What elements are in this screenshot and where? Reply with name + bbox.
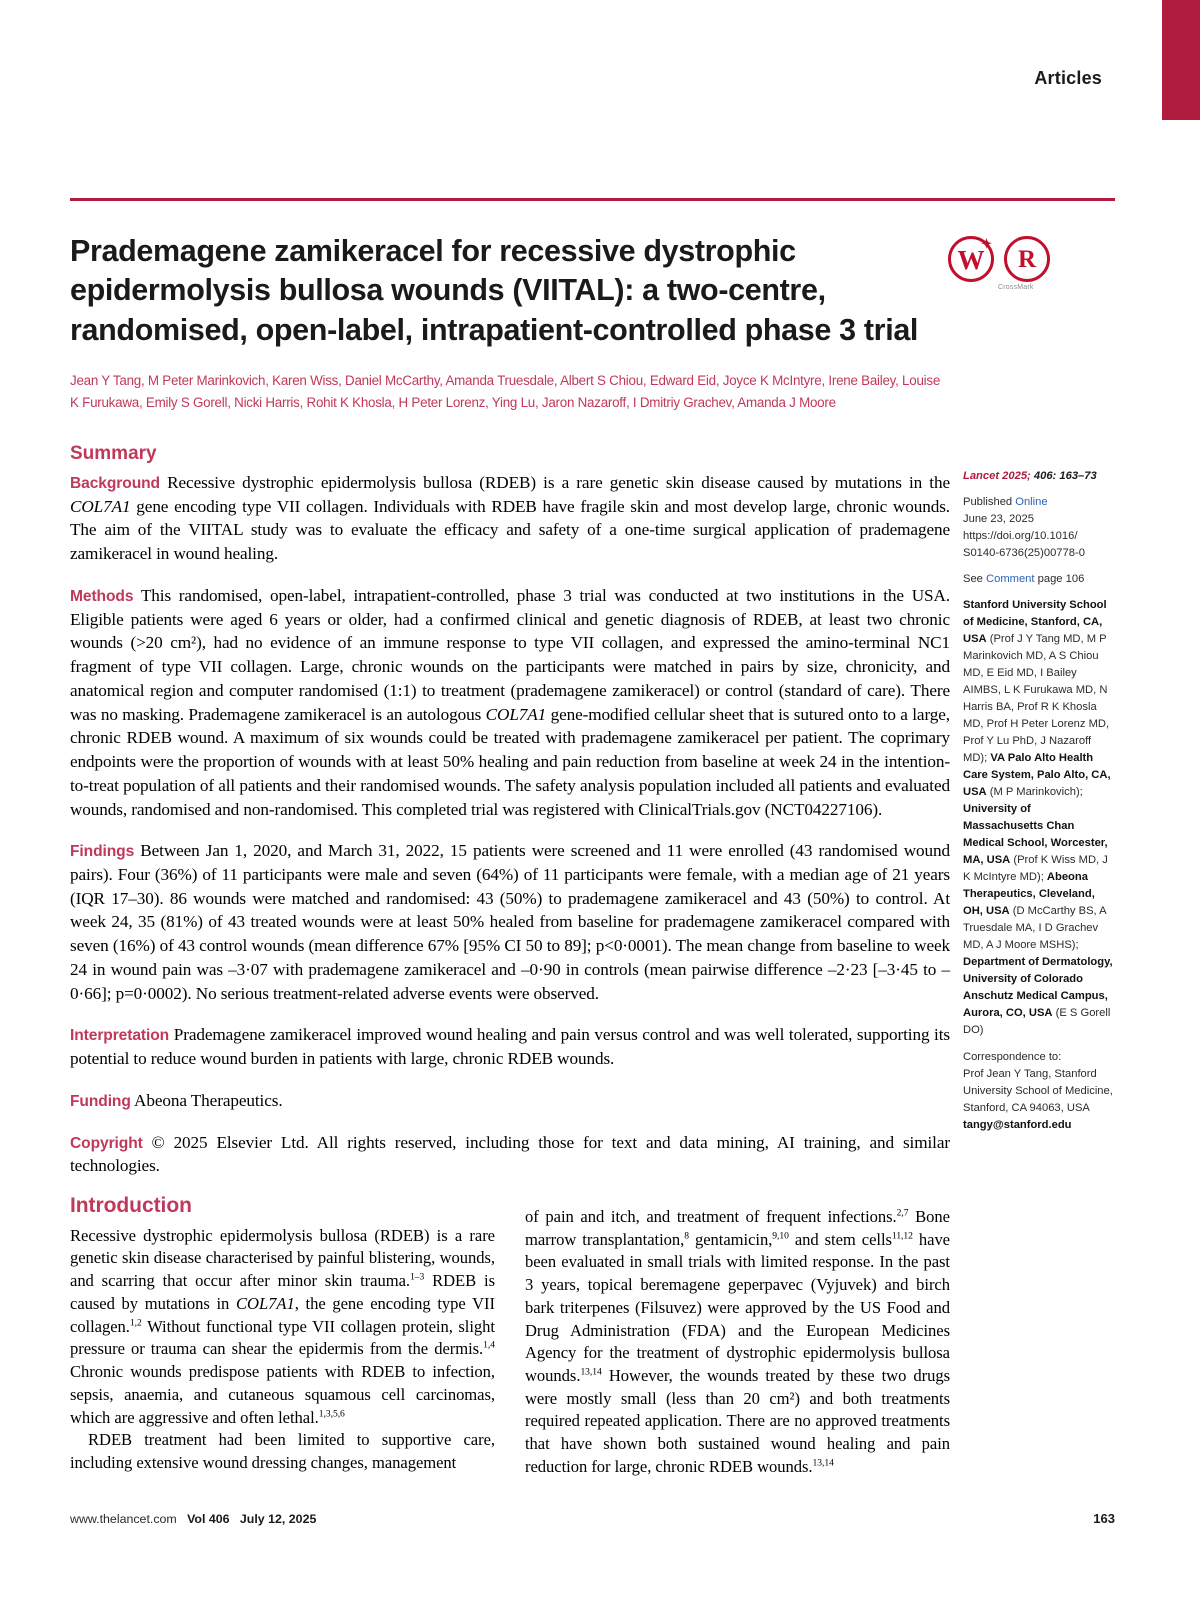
footer-website[interactable]: www.thelancet.com [70,1512,177,1526]
correspondence-address: Prof Jean Y Tang, Stanford University School of Medicine, Stanford, CA 94063, USA [963,1067,1113,1114]
published-online-link[interactable]: Online [1015,496,1048,509]
findings-label: Findings [70,843,135,861]
affiliation-3-authors: (Prof K Wiss MD, J K McIntyre MD); [963,854,1108,884]
summary-interpretation [70,1023,950,1070]
page-footer [70,1511,1115,1526]
copyright-label: Copyright [70,1134,143,1152]
summary-funding [70,1089,950,1113]
findings-text: Between Jan 1, 2020, and March 31, 2022, 15 patients were screened and 11 were enrolled (43 randomised wound pairs). Four (36%) of 11 participants were male and seven (64%) of 11 participants were female, with a median age of 21 years (IQR 17–30). 86 wounds were matched and randomised: 43 (50%) to prademagene zamikeracel and 43 (50%) to control. At week 24, 35 (81%) of 43 treated wounds were at least 50% healed from baseline for prademagene zamikeracel compared with seven (16%) of 43 control wounds (mean difference 67% [95% CI 50 to 89]; p<0·0001). The mean change from baseline to week 24 in wound pain was –3·07 with prademagene zamikeracel and –0·90 in controls (mean pairwise difference –2·23 [–3·45 to –0·66]; p=0·0002). No serious treatment-related adverse events were observed. [70,841,951,1003]
intro-p3-part-d: and stem cells [788,1229,892,1249]
citation-rest: 406: 163–73 [1030,470,1097,482]
column-right [525,1192,950,1479]
section-label: Articles [1034,68,1102,88]
footer-volume: Vol 406 [187,1512,230,1526]
affiliation-2-authors: (M P Marinkovich); [986,786,1083,799]
intro-p1-part-a: Recessive dystrophic epidermolysis bullosa (RDEB) is a rare genetic skin disease characterised by painful blistering, wounds, and scarring that occur after minor skin trauma. [70,1225,495,1291]
reference-marker[interactable]: 1,4 [483,1339,495,1351]
background-text-2: gene encoding type VII collagen. Individuals with RDEB have fragile skin and most develop large, chronic wounds. The aim of the VIITAL study was to evaluate the efficacy and safety of a one-time surgical application of prademagene zamikeracel in wound healing. [70,496,950,564]
affiliation-2-name: VA Palo Alto Health Care System, Palo Alto, CA, USA [963,752,1111,799]
intro-paragraph-2: RDEB treatment had been limited to supportive care, including extensive wound dressing changes, management [70,1430,495,1472]
doi-line-2[interactable]: S0140-6736(25)00778-0 [963,547,1085,560]
summary-heading: Summary [70,443,157,464]
publisher-logos [948,236,1058,306]
citation-journal: Lancet 2025; [963,470,1031,482]
funding-label: Funding [70,1092,131,1110]
publication-date-block [963,494,1113,562]
affiliations-block [963,597,1113,1039]
intro-paragraph-3 [525,1206,950,1479]
introduction-heading: Introduction [70,1194,192,1217]
reference-marker[interactable]: 1,2 [129,1317,142,1329]
affiliation-1-name: Stanford University School of Medicine, Stanford, CA, USA [963,599,1107,646]
background-label: Background [70,475,160,492]
copyright-text: © 2025 Elsevier Ltd. All rights reserved, including those for text and data mining, AI training, and similar technologies. [70,1132,950,1176]
crossmark-label: CrossMark [998,284,1034,291]
methods-text-2: gene-modified cellular sheet that is sutured onto to a large, chronic RDEB wound. A maximum of six wounds could be treated with prademagene zamikeracel per patient. The coprimary endpoints were the proportion of wounds with at least 50% healing and pain reduction from baseline at week 24 in the intention-to-treat population of all patients and their randomised wounds. The safety analysis population included all patients and evaluated wounds, randomised and non-randomised. This completed trial was registered with ClinicalTrials.gov (NCT04227106). [70,704,950,819]
interpretation-text: Prademagene zamikeracel improved wound healing and pain versus control and was well tolerated, supporting its potential to reduce wound burden in patients with large, chronic RDEB wounds. [70,1025,951,1069]
crossmark-logo-letter: R [1017,246,1037,273]
reference-marker[interactable]: 13,14 [812,1457,834,1469]
see-prefix: See [963,573,987,586]
header-divider [70,198,1115,201]
interpretation-label: Interpretation [70,1027,170,1045]
funding-text: Abeona Therapeutics. [134,1090,283,1110]
crossmark-logo-icon[interactable] [1004,236,1050,282]
two-column-body [70,1192,950,1479]
published-label: Published [963,496,1016,509]
w-logo-letter: W [957,245,985,275]
affiliation-3-name: University of Massachusetts Chan Medical School, Worcester, MA, USA [963,803,1108,867]
footer-left [70,1512,316,1526]
correspondence-block [963,1049,1113,1134]
introduction-section [70,1192,950,1479]
intro-p1-part-c: , the gene encoding type VII collagen. [70,1293,495,1336]
footer-date: July 12, 2025 [239,1512,317,1526]
wellcome-w-logo-icon [948,236,994,282]
affiliation-1-authors: (Prof J Y Tang MD, M P Marinkovich MD, A S Chiou MD, E Eid MD, I Bailey AIMBS, L K Furukawa MD, N Harris BA, Prof R K Khosla MD, Prof H Peter Lorenz MD, Prof Y Lu PhD, J Nazaroff MD); [963,633,1110,765]
intro-p1-part-b: RDEB is caused by mutations in [70,1271,495,1313]
summary-background [70,471,950,566]
reference-marker[interactable]: 8 [684,1230,689,1242]
correspondence-label: Correspondence to: [963,1050,1062,1063]
summary-methods [70,584,950,821]
affiliation-4-authors: (D McCarthy BS, A Truesdale MA, I D Grachev MD, A J Moore MSHS); [963,905,1106,952]
page-title: Prademagene zamikeracel for recessive dystrophic epidermolysis bullosa wounds (VIITAL): a two-centre, randomised, open-label, intrapatient-controlled phase 3 trial [70,234,919,347]
reference-marker[interactable]: 1–3 [410,1271,425,1283]
methods-text-1: This randomised, open-label, intrapatient-controlled, phase 3 trial was conducted at two institutions in the USA. Eligible patients were aged 6 years or older, had a confirmed clinical and genetic diagnosis of RDEB, at least two chronic wounds (>20 cm²), had no evidence of an immune response to type VII collagen, and expressed the amino-terminal NC1 fragment of type VII collagen. Large, chronic wounds on the participants were matched in pairs by size, chronicity, and anatomical region and computer randomised (1:1) to treatment (prademagene zamikeracel) or control (standard of care). There was no masking. Prademagene zamikeracel is an autologous [70,585,950,724]
intro-p1-gene: COL7A1 [236,1293,295,1313]
intro-p3-part-b: Bone marrow transplantation, [525,1207,950,1249]
reference-marker[interactable]: 1,3,5,6 [318,1407,345,1419]
comment-link[interactable]: Comment [986,573,1035,586]
doi-line-1[interactable]: https://doi.org/10.1016/ [963,530,1078,543]
reference-marker[interactable]: 11,12 [891,1230,913,1242]
reference-marker[interactable]: 13,14 [580,1366,602,1378]
intro-p3-part-a: of pain and itch, and treatment of frequent infections. [525,1207,897,1226]
correspondence-email[interactable]: tangy@stanford.edu [963,1118,1072,1131]
summary-findings [70,839,950,1005]
intro-p3-part-c: gentamicin, [689,1229,773,1249]
see-comment-line [963,571,1113,588]
see-suffix: page 106 [1034,573,1085,586]
intro-p1-part-e: Chronic wounds predispose patients with RDEB to infection, sepsis, anaemia, and cutaneous squamous cell carcinomas, which are aggressive and often lethal. [70,1362,495,1427]
affiliation-4-name: Abeona Therapeutics, Cleveland, OH, USA [963,871,1095,918]
affiliation-5-authors: (E S Gorell DO) [963,1007,1111,1037]
intro-p3-part-f: However, the wounds treated by these two drugs were mostly small (less than 20 cm²) and both treatments required repeated application. There are no approved treatments that have shown both sustained wound healing and pain reduction for large, chronic RDEB wounds. [525,1366,950,1476]
footer-page-number: 163 [1093,1511,1115,1526]
column-left [70,1192,495,1479]
published-date: June 23, 2025 [963,513,1034,526]
methods-label: Methods [70,587,134,605]
background-text-1: Recessive dystrophic epidermolysis bullosa (RDEB) is a rare genetic skin disease caused by mutations in the [167,473,950,492]
citation-line [963,468,1113,485]
section-color-bar [1162,0,1200,120]
author-list: Jean Y Tang, M Peter Marinkovich, Karen Wiss, Daniel McCarthy, Amanda Truesdale, Albert S Chiou, Edward Eid, Joyce K McIntyre, Irene Bailey, Louise K Furukawa, Emily S Gorell, Nicki Harris, Rohit K Khosla, H Peter Lorenz, Ying Lu, Jaron Nazaroff, I Dmitriy Grachev, Amanda J Moore [70,373,941,411]
reference-marker[interactable]: 2,7 [896,1207,909,1219]
title-block [70,232,950,414]
reference-marker[interactable]: 9,10 [772,1230,789,1242]
background-gene: COL7A1 [70,496,131,516]
article-metadata-rail [963,468,1113,1143]
star-icon: ✦ [981,236,992,251]
affiliation-5-name: Department of Dermatology, University of Colorado Anschutz Medical Campus, Aurora, CO, USA [963,956,1113,1020]
summary-section [70,443,950,1178]
methods-gene: COL7A1 [485,704,547,724]
intro-p3-part-e: have been evaluated in small trials with limited response. In the past 3 years, topical beremagene geperpavec (Vyjuvek) and birch bark triterpenes (Filsuvez) were approved by the US Food and Drug Administration (FDA) and the European Medicines Agency for the treatment of dystrophic epidermolysis bullosa wounds. [525,1229,951,1386]
intro-p1-part-d: Without functional type VII collagen protein, slight pressure or trauma can shear the epidermis from the dermis. [70,1316,495,1359]
intro-paragraph-1 [70,1225,495,1429]
summary-copyright [70,1131,950,1178]
